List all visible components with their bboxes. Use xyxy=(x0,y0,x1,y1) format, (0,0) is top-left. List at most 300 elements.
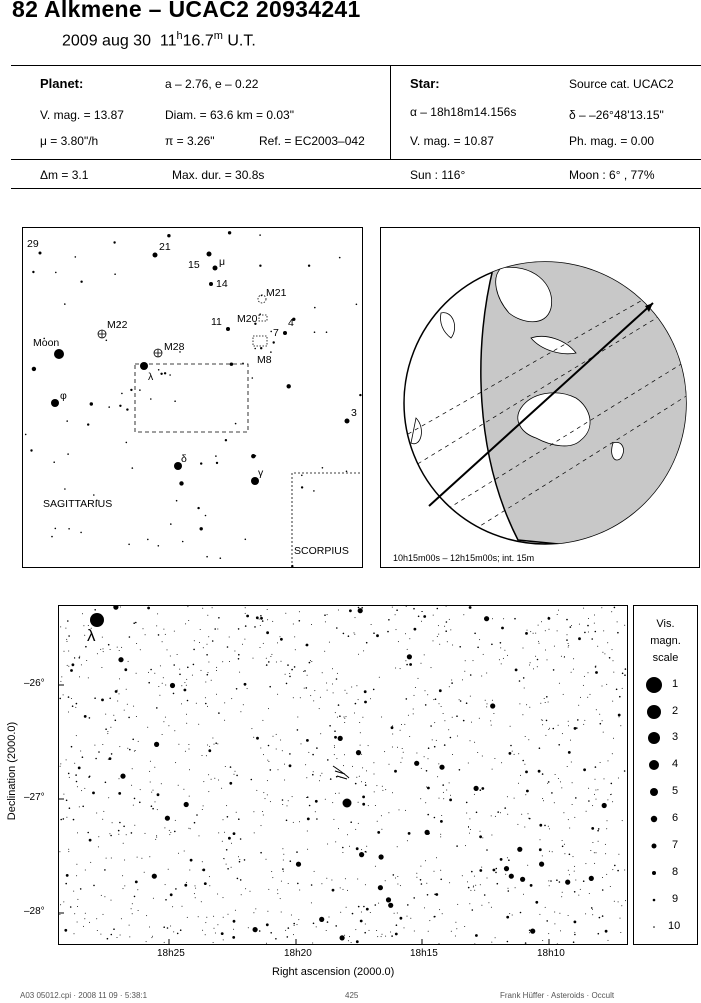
finder-field-star xyxy=(314,307,316,309)
detail-field-star xyxy=(334,745,335,746)
detail-field-star xyxy=(95,758,97,760)
detail-field-star xyxy=(595,671,598,674)
detail-field-star xyxy=(263,754,264,755)
detail-field-star xyxy=(414,931,415,932)
detail-field-star xyxy=(603,630,604,631)
detail-field-star xyxy=(486,706,487,707)
detail-field-star xyxy=(589,876,594,881)
detail-field-star xyxy=(129,636,131,638)
detail-field-star xyxy=(392,792,393,793)
detail-field-star xyxy=(540,703,541,704)
detail-field-star xyxy=(135,622,137,624)
detail-field-star xyxy=(253,912,254,913)
finder-field-star xyxy=(225,439,227,441)
detail-field-star xyxy=(404,927,405,928)
detail-field-star xyxy=(119,678,120,679)
detail-field-star xyxy=(499,659,500,660)
detail-field-star xyxy=(289,673,290,674)
detail-field-star xyxy=(509,752,512,755)
detail-field-star xyxy=(612,701,613,702)
detail-field-star xyxy=(530,929,532,931)
detail-field-star xyxy=(618,854,619,855)
detail-field-star xyxy=(202,809,203,810)
detail-field-star xyxy=(611,783,613,785)
detail-field-star xyxy=(268,708,269,709)
detail-field-star xyxy=(446,621,448,623)
detail-field-star xyxy=(596,799,597,800)
detail-field-star xyxy=(259,930,261,932)
detail-field-star xyxy=(277,694,278,695)
detail-field-star xyxy=(267,780,268,781)
detail-field-star xyxy=(421,663,422,664)
detail-field-star xyxy=(270,656,271,657)
detail-field-star xyxy=(152,874,157,879)
detail-field-star xyxy=(612,869,613,870)
detail-field-star xyxy=(241,894,242,895)
detail-field-star xyxy=(165,685,166,686)
detail-field-star xyxy=(542,855,543,856)
detail-field-star xyxy=(522,714,523,715)
finder-label-delta: δ xyxy=(181,453,187,465)
detail-field-star xyxy=(94,697,96,699)
finder-field-star xyxy=(216,462,218,464)
detail-field-star xyxy=(598,828,600,830)
detail-field-star xyxy=(297,883,299,885)
detail-field-star xyxy=(343,765,344,766)
event-minute: 16.7 xyxy=(182,32,214,50)
y-tick-label-26: –26° xyxy=(24,678,45,689)
detail-field-star xyxy=(455,936,456,937)
detail-field-star xyxy=(72,663,75,666)
detail-field-star xyxy=(381,815,382,816)
detail-field-star xyxy=(149,856,150,857)
detail-field-star xyxy=(447,641,448,642)
detail-field-star xyxy=(266,943,267,944)
detail-field-star xyxy=(492,700,493,701)
detail-field-star xyxy=(338,704,340,706)
detail-field-star xyxy=(67,620,69,622)
star-phmag: Ph. mag. = 0.00 xyxy=(569,134,655,148)
detail-field-star xyxy=(214,744,215,745)
detail-field-star xyxy=(510,726,511,727)
detail-field-star xyxy=(480,884,481,885)
detail-field-star xyxy=(335,793,336,794)
detail-field-star xyxy=(595,666,596,667)
star-lambda-detail xyxy=(90,613,104,627)
detail-field-star xyxy=(338,736,343,741)
detail-field-star xyxy=(327,921,329,923)
detail-field-star xyxy=(263,792,264,793)
detail-field-star xyxy=(110,727,111,728)
detail-field-star xyxy=(622,673,624,675)
detail-field-star xyxy=(108,759,109,760)
detail-field-stars xyxy=(59,606,626,944)
detail-field-star xyxy=(570,740,571,741)
star-4 xyxy=(283,331,287,335)
detail-chart-svg xyxy=(59,606,627,944)
finder-field-star xyxy=(252,377,254,379)
detail-field-star xyxy=(373,632,375,634)
finder-field-star xyxy=(160,373,162,375)
detail-field-star xyxy=(613,660,614,661)
new-zealand xyxy=(612,442,624,460)
finder-field-star xyxy=(87,423,89,425)
detail-field-star xyxy=(268,661,270,663)
detail-field-star xyxy=(413,897,415,899)
detail-field-star xyxy=(414,628,417,631)
detail-field-star xyxy=(594,623,595,624)
detail-field-star xyxy=(134,798,136,800)
detail-field-star xyxy=(519,703,520,704)
detail-field-star xyxy=(471,722,472,723)
detail-field-star xyxy=(348,635,350,637)
finder-label-4: 4 xyxy=(288,317,294,329)
detail-field-star xyxy=(530,631,531,632)
detail-field-star xyxy=(333,819,334,820)
detail-field-star xyxy=(120,607,121,608)
detail-field-star xyxy=(266,923,269,926)
detail-field-star xyxy=(102,637,103,638)
detail-field-star xyxy=(170,683,175,688)
detail-field-star xyxy=(508,890,510,892)
detail-field-star xyxy=(313,923,315,925)
detail-field-star xyxy=(538,641,539,642)
detail-field-star xyxy=(397,884,398,885)
detail-field-star xyxy=(466,802,468,804)
detail-field-star xyxy=(537,666,538,667)
info-divider xyxy=(390,65,391,159)
detail-field-star xyxy=(525,632,528,635)
detail-field-star xyxy=(428,931,429,932)
detail-field-star xyxy=(211,779,212,780)
detail-field-star xyxy=(421,883,423,885)
detail-field-star xyxy=(212,738,213,739)
detail-field-star xyxy=(467,881,468,882)
detail-field-star xyxy=(68,651,69,652)
detail-field-star xyxy=(449,686,450,687)
detail-field-star xyxy=(174,631,175,632)
finder-field-star xyxy=(255,455,257,457)
detail-field-star xyxy=(319,708,320,709)
detail-field-star xyxy=(132,768,133,769)
detail-field-star xyxy=(620,932,621,933)
detail-field-star xyxy=(68,635,70,637)
detail-field-star xyxy=(561,656,562,657)
detail-field-star xyxy=(335,841,336,842)
detail-field-star xyxy=(558,778,559,779)
detail-field-star xyxy=(268,889,269,890)
detail-field-star xyxy=(580,889,581,890)
detail-field-star xyxy=(518,783,519,784)
detail-field-star xyxy=(515,669,518,672)
detail-field-star xyxy=(150,761,151,762)
detail-field-star xyxy=(583,608,584,609)
detail-field-star xyxy=(474,742,475,743)
finder-field-star xyxy=(205,515,207,517)
detail-field-star xyxy=(327,844,328,845)
finder-faint-stars xyxy=(25,231,362,567)
detail-field-star xyxy=(620,725,621,726)
detail-field-star xyxy=(585,863,586,864)
detail-field-star xyxy=(152,808,154,810)
detail-field-star xyxy=(76,864,77,865)
finder-field-star xyxy=(130,389,132,391)
detail-field-star xyxy=(470,696,471,697)
detail-field-star xyxy=(103,651,104,652)
detail-field-star xyxy=(67,641,68,642)
detail-field-star xyxy=(167,927,169,929)
detail-field-star xyxy=(278,769,279,770)
detail-field-star xyxy=(173,693,175,695)
detail-field-star xyxy=(370,698,371,699)
detail-field-star xyxy=(226,864,227,865)
detail-field-star xyxy=(134,896,136,898)
detail-field-star xyxy=(528,739,529,740)
finder-label-29: 29 xyxy=(27,238,39,250)
detail-field-star xyxy=(624,674,626,676)
scale-label-2: 2 xyxy=(672,705,679,717)
detail-field-star xyxy=(139,802,141,804)
detail-field-star xyxy=(450,795,451,796)
detail-field-star xyxy=(599,917,601,919)
detail-field-star xyxy=(225,766,226,767)
detail-field-star xyxy=(530,662,531,663)
detail-field-star xyxy=(217,924,218,925)
detail-field-star xyxy=(199,835,200,836)
detail-field-star xyxy=(621,905,622,906)
detail-field-star xyxy=(147,727,148,728)
detail-field-star xyxy=(525,942,527,944)
detail-field-star xyxy=(426,883,427,884)
detail-field-star xyxy=(242,644,243,645)
detail-field-star xyxy=(337,673,338,674)
detail-field-star xyxy=(73,891,74,892)
detail-field-star xyxy=(613,738,614,739)
detail-field-star xyxy=(231,867,232,868)
finder-field-star xyxy=(220,557,222,559)
detail-field-star xyxy=(421,621,422,622)
detail-field-star xyxy=(329,725,331,727)
scale-title-line-1: Vis. xyxy=(656,618,675,630)
detail-field-star xyxy=(85,870,86,871)
detail-field-star xyxy=(194,893,195,894)
detail-field-star xyxy=(548,933,549,934)
detail-field-star xyxy=(234,774,235,775)
detail-field-star xyxy=(154,673,155,674)
detail-field-star xyxy=(382,790,383,791)
detail-field-star xyxy=(311,661,312,662)
detail-field-star xyxy=(522,760,524,762)
detail-field-star xyxy=(229,661,230,662)
detail-field-star xyxy=(268,745,270,747)
detail-field-star xyxy=(351,942,352,943)
target-star xyxy=(343,799,352,808)
detail-field-star xyxy=(459,769,461,771)
detail-field-star xyxy=(500,812,501,813)
detail-field-star xyxy=(240,838,242,840)
detail-field-star xyxy=(311,884,313,886)
detail-field-star xyxy=(293,697,294,698)
finder-field-star xyxy=(301,486,303,488)
detail-field-star xyxy=(520,912,522,914)
detail-field-star xyxy=(407,840,408,841)
detail-field-star xyxy=(501,663,502,664)
detail-field-star xyxy=(529,818,531,820)
detail-field-star xyxy=(375,904,377,906)
detail-field-star xyxy=(444,720,445,721)
detail-field-star xyxy=(107,733,108,734)
detail-field-star xyxy=(133,805,134,806)
detail-field-star xyxy=(180,929,182,931)
detail-field-star xyxy=(203,781,204,782)
detail-field-star xyxy=(131,785,132,786)
detail-field-star xyxy=(173,931,174,932)
detail-field-star xyxy=(434,746,436,748)
star-vmag: V. mag. = 10.87 xyxy=(410,134,494,148)
detail-field-star xyxy=(68,666,69,667)
detail-field-star xyxy=(261,825,262,826)
detail-field-star xyxy=(266,664,268,666)
detail-field-star xyxy=(155,839,156,840)
detail-field-star xyxy=(390,932,391,933)
detail-field-star xyxy=(512,751,513,752)
detail-field-star xyxy=(81,664,82,665)
detail-field-star xyxy=(456,928,457,929)
detail-field-star xyxy=(229,782,232,785)
detail-field-star xyxy=(501,627,504,630)
detail-field-star xyxy=(402,748,403,749)
detail-field-star xyxy=(119,778,120,779)
detail-field-star xyxy=(434,817,436,819)
finder-field-star xyxy=(147,539,149,541)
detail-field-star xyxy=(565,880,570,885)
detail-field-star xyxy=(364,701,367,704)
detail-field-star xyxy=(517,847,522,852)
detail-field-star xyxy=(475,885,476,886)
detail-field-star xyxy=(313,700,314,701)
detail-field-star xyxy=(361,607,363,609)
detail-field-star xyxy=(289,764,292,767)
detail-field-star xyxy=(187,700,189,702)
detail-field-star xyxy=(349,846,350,847)
detail-field-star xyxy=(542,720,543,721)
detail-field-star xyxy=(462,875,463,876)
finder-label-14: 14 xyxy=(216,278,228,290)
detail-field-star xyxy=(484,894,486,896)
detail-field-star xyxy=(111,900,112,901)
detail-field-star xyxy=(600,762,601,763)
detail-field-star xyxy=(133,706,134,707)
detail-field-star xyxy=(239,861,241,863)
finder-label-15: 15 xyxy=(188,259,200,271)
detail-field-star xyxy=(288,927,290,929)
detail-field-star xyxy=(616,689,618,691)
detail-field-star xyxy=(109,757,112,760)
detail-field-star xyxy=(233,832,236,835)
y-tick-marks xyxy=(59,685,64,913)
detail-field-star xyxy=(464,671,465,672)
detail-field-star xyxy=(177,933,179,935)
detail-field-star xyxy=(574,921,577,924)
detail-field-star xyxy=(520,775,521,776)
detail-field-star xyxy=(356,847,359,850)
detail-field-star xyxy=(218,712,220,714)
detail-field-star xyxy=(202,755,203,756)
detail-field-star xyxy=(267,609,268,610)
detail-field-star xyxy=(270,932,272,934)
detail-field-star xyxy=(277,893,278,894)
detail-field-star xyxy=(293,923,295,925)
detail-field-star xyxy=(566,619,568,621)
detail-field-star xyxy=(486,849,488,851)
detail-field-star xyxy=(66,800,68,802)
detail-field-star xyxy=(199,642,200,643)
detail-field-star xyxy=(530,929,535,934)
finder-field-star xyxy=(259,234,261,236)
detail-field-star xyxy=(443,798,444,799)
finder-label-m21: M21 xyxy=(266,287,287,299)
detail-field-star xyxy=(260,625,261,626)
scale-label-8: 8 xyxy=(672,866,679,878)
detail-field-star xyxy=(585,913,586,914)
detail-field-star xyxy=(546,920,548,922)
detail-field-star xyxy=(344,935,345,936)
detail-field-star xyxy=(501,762,502,763)
detail-field-star xyxy=(612,753,613,754)
detail-field-star xyxy=(446,606,447,607)
detail-field-star xyxy=(363,650,364,651)
detail-field-star xyxy=(427,694,428,695)
detail-field-star xyxy=(240,879,242,881)
detail-field-star xyxy=(119,822,121,824)
detail-field-star xyxy=(205,697,206,698)
detail-field-star xyxy=(77,786,78,787)
detail-field-star xyxy=(504,866,509,871)
detail-field-star xyxy=(63,818,65,820)
detail-field-star xyxy=(598,933,600,935)
detail-field-star xyxy=(283,871,284,872)
detail-field-star xyxy=(548,880,549,881)
detail-field-star xyxy=(618,714,621,717)
detail-field-star xyxy=(434,722,435,723)
detail-field-star xyxy=(81,790,82,791)
detail-field-star xyxy=(443,713,444,714)
detail-field-star xyxy=(236,812,237,813)
detail-field-star xyxy=(63,694,64,695)
detail-field-star xyxy=(382,786,383,787)
detail-field-star xyxy=(230,766,232,768)
detail-field-star xyxy=(483,654,484,655)
detail-field-star xyxy=(306,739,309,742)
detail-field-star xyxy=(71,698,72,699)
detail-field-star xyxy=(622,820,623,821)
detail-field-star xyxy=(234,651,235,652)
detail-field-star xyxy=(251,728,252,729)
detail-field-star xyxy=(282,799,284,801)
detail-field-star xyxy=(535,633,536,634)
detail-field-star xyxy=(529,707,530,708)
scale-dot-3 xyxy=(648,732,660,744)
detail-field-star xyxy=(253,658,254,659)
detail-field-star xyxy=(347,834,348,835)
detail-field-star xyxy=(179,674,181,676)
detail-field-star xyxy=(282,804,283,805)
detail-field-star xyxy=(583,768,586,771)
detail-field-star xyxy=(276,662,277,663)
detail-field-star xyxy=(602,720,603,721)
finder-label-gamma: γ xyxy=(258,467,264,479)
detail-field-star xyxy=(573,856,574,857)
